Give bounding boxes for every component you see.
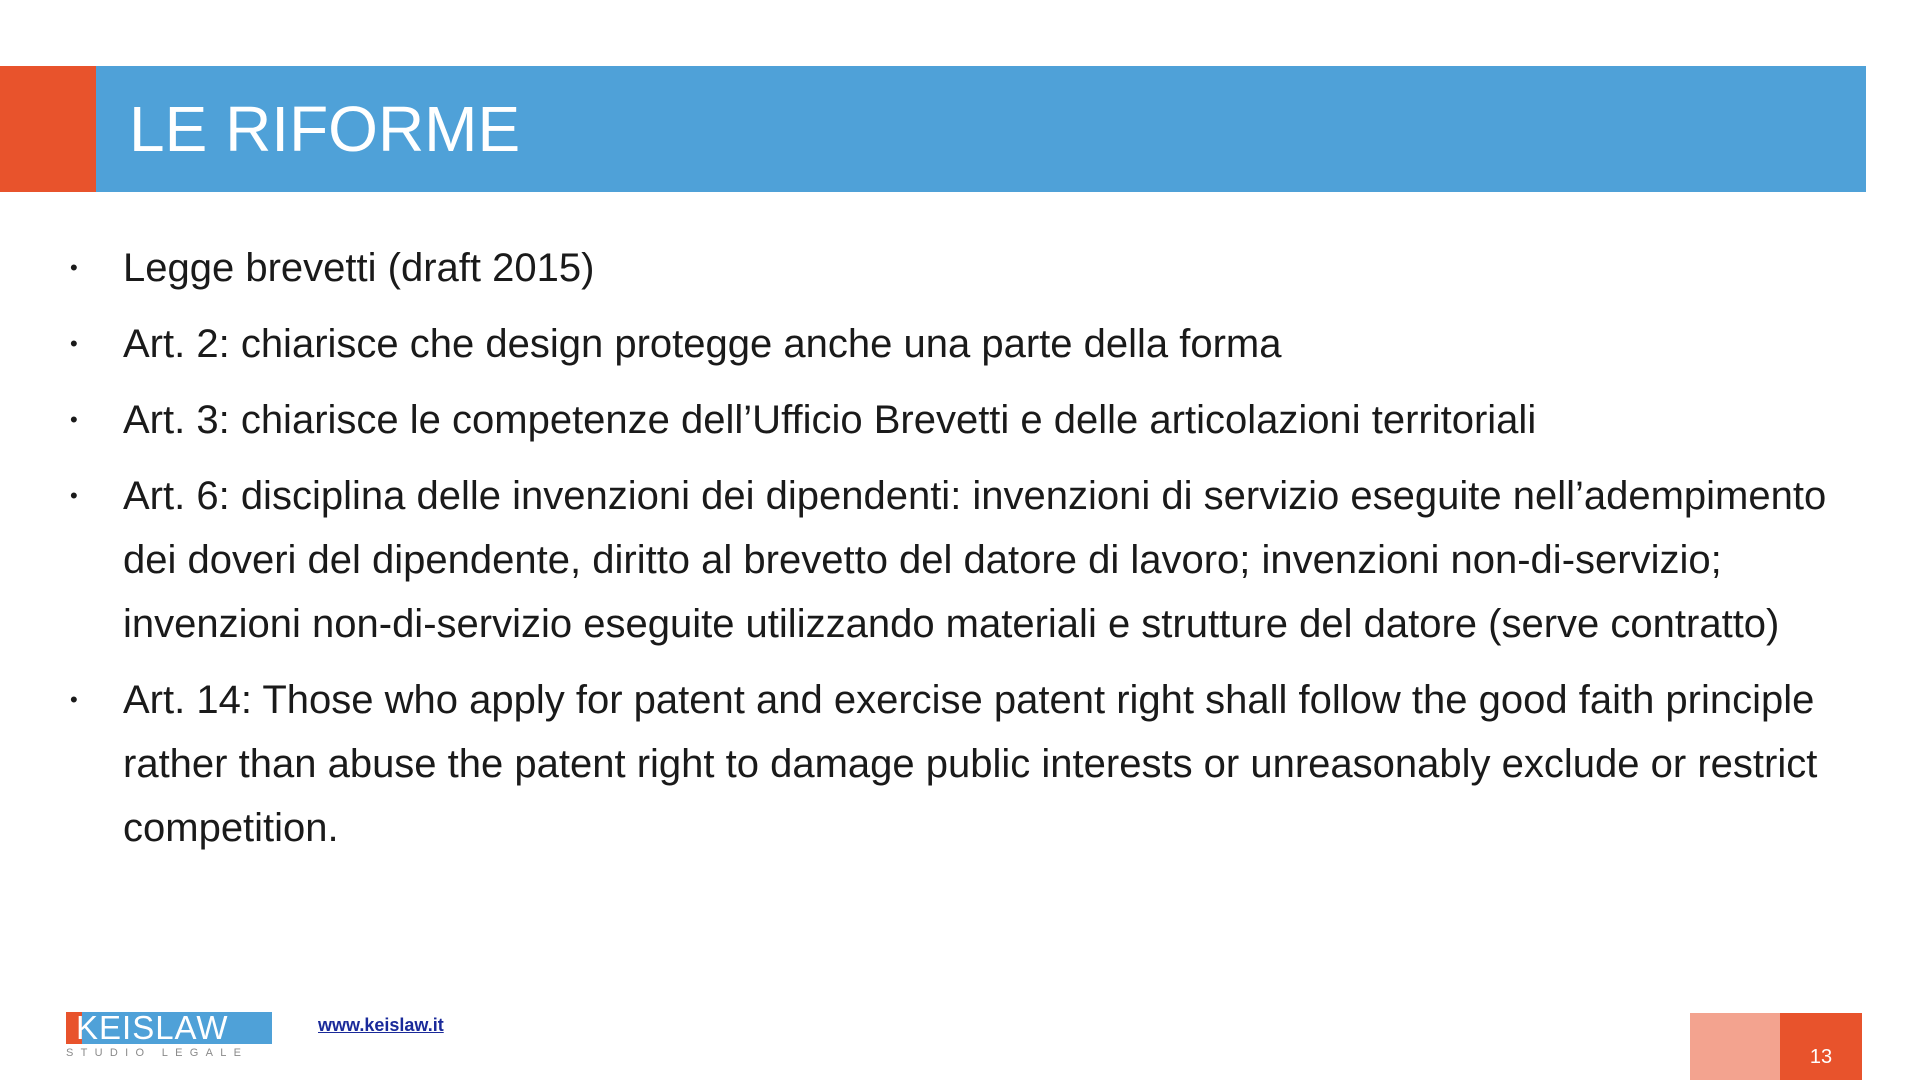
bullet-item bbox=[70, 236, 1850, 300]
logo-text: KEISLAW bbox=[76, 1009, 229, 1046]
bullet-icon: • bbox=[70, 483, 78, 508]
slide-title: LE RIFORME bbox=[129, 93, 521, 165]
bullet-text: Art. 6: disciplina delle invenzioni dei dipendenti: invenzioni di servizio eseguite nell’adempimento dei doveri del dipendente, diritto al brevetto del datore di lavoro; invenzioni non-di-servizio; invenzioni non-di-servizio eseguite utilizzando materiali e strutture del datore (serve contratto) bbox=[123, 474, 1827, 646]
bullet-item bbox=[70, 312, 1850, 376]
bullet-icon: • bbox=[70, 687, 78, 712]
bullet-icon: • bbox=[70, 331, 78, 356]
bullet-list bbox=[70, 236, 1850, 872]
keislaw-logo bbox=[66, 1009, 272, 1062]
bullet-icon: • bbox=[70, 407, 78, 432]
bullet-text: Art. 14: Those who apply for patent and exercise patent right shall follow the good faith principle rather than abuse the patent right to damage public interests or unreasonably exclude or restrict competition. bbox=[123, 678, 1818, 850]
bullet-text: Art. 2: chiarisce che design protegge anche una parte della forma bbox=[123, 322, 1282, 366]
header-accent-block bbox=[0, 66, 96, 192]
page-number: 13 bbox=[1809, 1046, 1833, 1068]
bullet-item bbox=[70, 388, 1850, 452]
website-link[interactable]: www.keislaw.it bbox=[318, 1015, 444, 1035]
bullet-item bbox=[70, 464, 1850, 656]
bullet-icon: • bbox=[70, 255, 78, 280]
page-number-accent bbox=[1690, 1013, 1780, 1080]
bullet-text: Art. 3: chiarisce le competenze dell’Ufficio Brevetti e delle articolazioni territoriali bbox=[123, 398, 1537, 442]
logo-subtext: STUDIO LEGALE bbox=[66, 1047, 249, 1059]
bullet-text: Legge brevetti (draft 2015) bbox=[123, 246, 595, 290]
bullet-item bbox=[70, 668, 1850, 860]
